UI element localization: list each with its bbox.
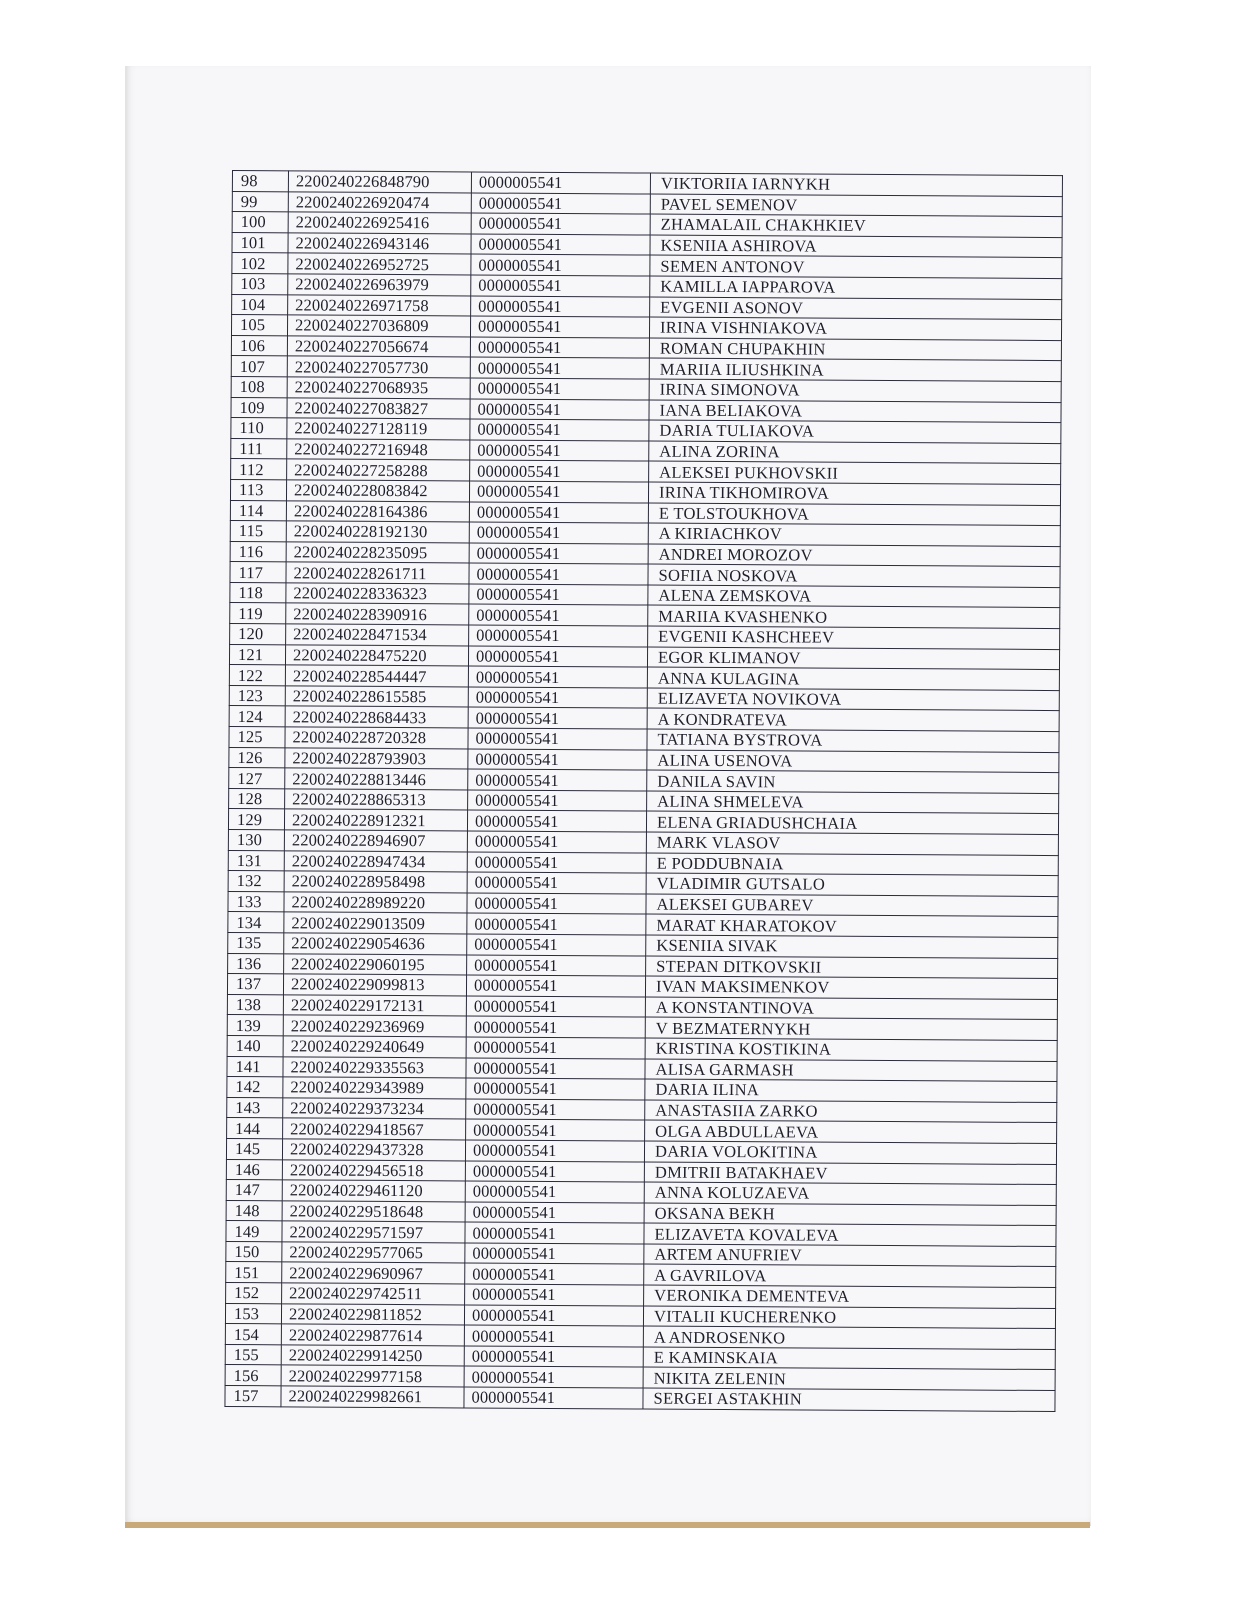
full-name-cell: ALINA ZORINA [649, 441, 1061, 464]
card-number-cell: 2200240229373234 [283, 1098, 466, 1120]
row-number-cell: 100 [232, 212, 288, 233]
card-number-cell: 2200240228865313 [285, 789, 468, 811]
full-name-cell: A KIRIACHKOV [648, 523, 1060, 546]
code-cell: 0000005541 [469, 543, 648, 565]
full-name-cell: A KONDRATEVA [647, 708, 1059, 731]
row-number-cell: 152 [226, 1283, 282, 1304]
row-number-cell: 125 [229, 727, 285, 748]
row-number-cell: 127 [229, 768, 285, 789]
full-name-cell: EGOR KLIMANOV [647, 647, 1059, 670]
full-name-cell: IRINA VISHNIAKOVA [649, 317, 1061, 340]
full-name-cell: A GAVRILOVA [644, 1265, 1056, 1288]
row-number-cell: 113 [230, 479, 286, 500]
code-cell: 0000005541 [470, 460, 649, 482]
row-number-cell: 142 [227, 1077, 283, 1098]
row-number-cell: 148 [226, 1200, 282, 1221]
code-cell: 0000005541 [465, 1160, 644, 1182]
full-name-cell: SOFIIA NOSKOVA [648, 564, 1060, 587]
row-number-cell: 136 [228, 953, 284, 974]
card-number-cell: 2200240228390916 [286, 603, 469, 625]
full-name-cell: IRINA SIMONOVA [649, 379, 1061, 402]
card-number-cell: 2200240227057730 [287, 356, 470, 378]
card-number-cell: 2200240226848790 [288, 171, 471, 193]
row-number-cell: 102 [232, 253, 288, 274]
row-number-cell: 138 [227, 994, 283, 1015]
code-cell: 0000005541 [471, 275, 650, 297]
row-number-cell: 105 [231, 315, 287, 336]
code-cell: 0000005541 [469, 563, 648, 585]
card-number-cell: 2200240228813446 [285, 768, 468, 790]
row-number-cell: 122 [229, 665, 285, 686]
card-number-cell: 2200240229977158 [281, 1365, 464, 1387]
code-cell: 0000005541 [469, 481, 648, 503]
code-cell: 0000005541 [467, 810, 646, 832]
code-cell: 0000005541 [468, 749, 647, 771]
full-name-cell: VIKTORIIA IARNYKH [650, 173, 1062, 196]
card-number-cell: 2200240229099813 [283, 974, 466, 996]
card-number-cell: 2200240228261711 [286, 562, 469, 584]
card-number-cell: 2200240227083827 [287, 397, 470, 419]
code-cell: 0000005541 [471, 296, 650, 318]
row-number-cell: 130 [228, 829, 284, 850]
code-cell: 0000005541 [471, 234, 650, 256]
card-number-cell: 2200240228947434 [284, 850, 467, 872]
full-name-cell: ALISA GARMASH [645, 1059, 1057, 1082]
code-cell: 0000005541 [470, 419, 649, 441]
card-number-cell: 2200240227068935 [287, 377, 470, 399]
card-number-cell: 2200240229437328 [282, 1139, 465, 1161]
row-number-cell: 155 [225, 1344, 281, 1365]
card-number-cell: 2200240228544447 [285, 665, 468, 687]
full-name-cell: E KAMINSKAIA [643, 1347, 1055, 1370]
card-number-cell: 2200240228336323 [286, 583, 469, 605]
full-name-cell: VLADIMIR GUTSALO [646, 873, 1058, 896]
full-name-cell: ALEKSEI GUBAREV [646, 894, 1058, 917]
card-number-cell: 2200240229240649 [283, 1036, 466, 1058]
full-name-cell: OKSANA BEKH [644, 1203, 1056, 1226]
full-name-cell: ANASTASIIA ZARKO [645, 1100, 1057, 1123]
full-name-cell: SERGEI ASTAKHIN [643, 1388, 1055, 1411]
card-number-cell: 2200240228958498 [284, 871, 467, 893]
full-name-cell: KAMILLA IAPPAROVA [650, 276, 1062, 299]
full-name-cell: ELIZAVETA KOVALEVA [644, 1223, 1056, 1246]
full-name-cell: MARIIA KVASHENKO [648, 606, 1060, 629]
card-number-cell: 2200240228164386 [286, 500, 469, 522]
code-cell: 0000005541 [464, 1325, 643, 1347]
row-number-cell: 133 [228, 891, 284, 912]
code-cell: 0000005541 [465, 1181, 644, 1203]
card-number-cell: 2200240226920474 [288, 191, 471, 213]
full-name-cell: DARIA TULIAKOVA [649, 420, 1061, 443]
card-number-cell: 2200240229577065 [282, 1242, 465, 1264]
full-name-cell: EVGENII ASONOV [650, 297, 1062, 320]
card-number-cell: 2200240226963979 [288, 274, 471, 296]
row-number-cell: 134 [228, 912, 284, 933]
full-name-cell: ANDREI MOROZOV [648, 544, 1060, 567]
table-row [225, 1386, 1055, 1412]
row-number-cell: 157 [225, 1386, 281, 1407]
row-number-cell: 124 [229, 706, 285, 727]
row-number-cell: 123 [229, 685, 285, 706]
card-number-cell: 2200240229013509 [284, 912, 467, 934]
row-number-cell: 126 [229, 747, 285, 768]
row-number-cell: 110 [231, 418, 287, 439]
code-cell: 0000005541 [465, 1202, 644, 1224]
code-cell: 0000005541 [464, 1305, 643, 1327]
full-name-cell: DANILA SAVIN [647, 770, 1059, 793]
card-number-cell: 2200240229982661 [281, 1386, 464, 1408]
full-name-cell: MARK VLASOV [646, 832, 1058, 855]
code-cell: 0000005541 [465, 1284, 644, 1306]
code-cell: 0000005541 [469, 584, 648, 606]
full-name-cell: EVGENII KASHCHEEV [648, 626, 1060, 649]
code-cell: 0000005541 [466, 1099, 645, 1121]
full-name-cell: ROMAN CHUPAKHIN [649, 338, 1061, 361]
code-cell: 0000005541 [470, 316, 649, 338]
full-name-cell: ELIZAVETA NOVIKOVA [647, 688, 1059, 711]
card-number-cell: 2200240229742511 [282, 1283, 465, 1305]
card-number-cell: 2200240229236969 [283, 1015, 466, 1037]
card-number-cell: 2200240228192130 [286, 521, 469, 543]
card-number-cell: 2200240227258288 [287, 459, 470, 481]
card-number-cell: 2200240227036809 [287, 315, 470, 337]
code-cell: 0000005541 [465, 1222, 644, 1244]
row-number-cell: 111 [231, 438, 287, 459]
code-cell: 0000005541 [468, 646, 647, 668]
row-number-cell: 145 [226, 1138, 282, 1159]
full-name-cell: KSENIIA SIVAK [646, 935, 1058, 958]
row-number-cell: 115 [230, 521, 286, 542]
full-name-cell: TATIANA BYSTROVA [647, 729, 1059, 752]
row-number-cell: 144 [227, 1118, 283, 1139]
code-cell: 0000005541 [464, 1346, 643, 1368]
code-cell: 0000005541 [469, 625, 648, 647]
card-number-cell: 2200240229054636 [284, 933, 467, 955]
card-number-cell: 2200240229418567 [283, 1118, 466, 1140]
full-name-cell: V BEZMATERNYKH [645, 1017, 1057, 1040]
code-cell: 0000005541 [467, 852, 646, 874]
card-number-cell: 2200240229690967 [282, 1262, 465, 1284]
card-number-cell: 2200240227128119 [287, 418, 470, 440]
code-cell: 0000005541 [468, 790, 647, 812]
code-cell: 0000005541 [467, 955, 646, 977]
full-name-cell: ALINA SHMELEVA [647, 791, 1059, 814]
row-number-cell: 129 [228, 809, 284, 830]
full-name-cell: KSENIIA ASHIROVA [650, 235, 1062, 258]
full-name-cell: STEPAN DITKOVSKII [646, 956, 1058, 979]
row-number-cell: 106 [231, 335, 287, 356]
row-number-cell: 147 [226, 1180, 282, 1201]
full-name-cell: DMITRII BATAKHAEV [644, 1162, 1056, 1185]
row-number-cell: 119 [230, 603, 286, 624]
full-name-cell: A ANDROSENKO [643, 1326, 1055, 1349]
row-number-cell: 131 [228, 850, 284, 871]
card-number-cell: 2200240226952725 [288, 253, 471, 275]
card-number-cell: 2200240229456518 [282, 1159, 465, 1181]
full-name-cell: VITALII KUCHERENKO [643, 1306, 1055, 1329]
card-number-cell: 2200240229914250 [281, 1345, 464, 1367]
card-number-cell: 2200240226925416 [288, 212, 471, 234]
row-number-cell: 98 [232, 171, 288, 192]
code-cell: 0000005541 [465, 1140, 644, 1162]
code-cell: 0000005541 [470, 378, 649, 400]
roster-body [225, 171, 1063, 1412]
card-number-cell: 2200240229343989 [283, 1077, 466, 1099]
card-number-cell: 2200240229811852 [281, 1303, 464, 1325]
row-number-cell: 117 [230, 562, 286, 583]
code-cell: 0000005541 [466, 975, 645, 997]
card-number-cell: 2200240229461120 [282, 1180, 465, 1202]
code-cell: 0000005541 [468, 666, 647, 688]
row-number-cell: 135 [228, 932, 284, 953]
code-cell: 0000005541 [465, 1263, 644, 1285]
row-number-cell: 150 [226, 1241, 282, 1262]
code-cell: 0000005541 [471, 213, 650, 235]
row-number-cell: 143 [227, 1097, 283, 1118]
row-number-cell: 139 [227, 1015, 283, 1036]
full-name-cell: DARIA VOLOKITINA [644, 1141, 1056, 1164]
card-number-cell: 2200240229060195 [284, 953, 467, 975]
card-number-cell: 2200240229877614 [281, 1324, 464, 1346]
code-cell: 0000005541 [471, 254, 650, 276]
full-name-cell: IANA BELIAKOVA [649, 400, 1061, 423]
card-number-cell: 2200240228989220 [284, 892, 467, 914]
row-number-cell: 156 [225, 1365, 281, 1386]
card-number-cell: 2200240228083842 [286, 480, 469, 502]
card-number-cell: 2200240229172131 [283, 995, 466, 1017]
row-number-cell: 132 [228, 871, 284, 892]
code-cell: 0000005541 [466, 1057, 645, 1079]
card-number-cell: 2200240228684433 [285, 706, 468, 728]
card-number-cell: 2200240227216948 [287, 439, 470, 461]
code-cell: 0000005541 [469, 522, 648, 544]
full-name-cell: ALINA USENOVA [647, 750, 1059, 773]
code-cell: 0000005541 [466, 1119, 645, 1141]
code-cell: 0000005541 [468, 707, 647, 729]
code-cell: 0000005541 [469, 501, 648, 523]
card-number-cell: 2200240226971758 [288, 294, 471, 316]
row-number-cell: 128 [229, 788, 285, 809]
full-name-cell: NIKITA ZELENIN [643, 1367, 1055, 1390]
code-cell: 0000005541 [465, 1243, 644, 1265]
code-cell: 0000005541 [467, 872, 646, 894]
code-cell: 0000005541 [470, 398, 649, 420]
full-name-cell: MARIIA ILIUSHKINA [649, 358, 1061, 381]
card-number-cell: 2200240228946907 [284, 830, 467, 852]
row-number-cell: 99 [232, 191, 288, 212]
row-number-cell: 149 [226, 1221, 282, 1242]
code-cell: 0000005541 [466, 996, 645, 1018]
full-name-cell: A KONSTANTINOVA [645, 997, 1057, 1020]
full-name-cell: IRINA TIKHOMIROVA [648, 482, 1060, 505]
code-cell: 0000005541 [464, 1387, 643, 1409]
row-number-cell: 140 [227, 1035, 283, 1056]
row-number-cell: 121 [229, 644, 285, 665]
code-cell: 0000005541 [468, 728, 647, 750]
code-cell: 0000005541 [464, 1366, 643, 1388]
full-name-cell: E PODDUBNAIA [646, 853, 1058, 876]
code-cell: 0000005541 [466, 1016, 645, 1038]
paper-bottom-edge [125, 1522, 1090, 1528]
card-number-cell: 2200240228615585 [285, 686, 468, 708]
full-name-cell: SEMEN ANTONOV [650, 255, 1062, 278]
full-name-cell: ELENA GRIADUSHCHAIA [646, 811, 1058, 834]
row-number-cell: 103 [232, 273, 288, 294]
row-number-cell: 137 [227, 974, 283, 995]
row-number-cell: 114 [230, 500, 286, 521]
code-cell: 0000005541 [466, 1037, 645, 1059]
code-cell: 0000005541 [471, 193, 650, 215]
full-name-cell: VERONIKA DEMENTEVA [644, 1285, 1056, 1308]
full-name-cell: E TOLSTOUKHOVA [648, 503, 1060, 526]
code-cell: 0000005541 [471, 172, 650, 194]
row-number-cell: 112 [231, 459, 287, 480]
card-number-cell: 2200240226943146 [288, 233, 471, 255]
full-name-cell: MARAT KHARATOKOV [646, 914, 1058, 937]
code-cell: 0000005541 [467, 893, 646, 915]
row-number-cell: 101 [232, 232, 288, 253]
card-number-cell: 2200240227056674 [287, 336, 470, 358]
card-number-cell: 2200240228475220 [285, 644, 468, 666]
roster-table [224, 170, 1063, 1412]
code-cell: 0000005541 [468, 769, 647, 791]
full-name-cell: DARIA ILINA [645, 1079, 1057, 1102]
card-number-cell: 2200240229518648 [282, 1201, 465, 1223]
full-name-cell: OLGA ABDULLAEVA [645, 1120, 1057, 1143]
row-number-cell: 146 [226, 1159, 282, 1180]
row-number-cell: 116 [230, 541, 286, 562]
card-number-cell: 2200240228720328 [285, 727, 468, 749]
row-number-cell: 104 [232, 294, 288, 315]
row-number-cell: 141 [227, 1056, 283, 1077]
code-cell: 0000005541 [470, 337, 649, 359]
row-number-cell: 108 [231, 376, 287, 397]
full-name-cell: ARTEM ANUFRIEV [644, 1244, 1056, 1267]
card-number-cell: 2200240228235095 [286, 542, 469, 564]
full-name-cell: ANNA KULAGINA [647, 667, 1059, 690]
full-name-cell: KRISTINA KOSTIKINA [645, 1038, 1057, 1061]
row-number-cell: 151 [226, 1262, 282, 1283]
row-number-cell: 120 [230, 624, 286, 645]
card-number-cell: 2200240228912321 [284, 809, 467, 831]
code-cell: 0000005541 [466, 1078, 645, 1100]
code-cell: 0000005541 [468, 687, 647, 709]
code-cell: 0000005541 [469, 604, 648, 626]
row-number-cell: 118 [230, 582, 286, 603]
code-cell: 0000005541 [467, 913, 646, 935]
card-number-cell: 2200240228471534 [286, 624, 469, 646]
code-cell: 0000005541 [470, 357, 649, 379]
full-name-cell: ZHAMALAIL CHAKHKIEV [650, 214, 1062, 237]
full-name-cell: ALENA ZEMSKOVA [648, 585, 1060, 608]
card-number-cell: 2200240229335563 [283, 1056, 466, 1078]
row-number-cell: 109 [231, 397, 287, 418]
full-name-cell: ALEKSEI PUKHOVSKII [649, 461, 1061, 484]
row-number-cell: 153 [225, 1303, 281, 1324]
full-name-cell: ANNA KOLUZAEVA [644, 1182, 1056, 1205]
row-number-cell: 154 [225, 1324, 281, 1345]
card-number-cell: 2200240228793903 [285, 747, 468, 769]
code-cell: 0000005541 [467, 831, 646, 853]
full-name-cell: IVAN MAKSIMENKOV [645, 976, 1057, 999]
full-name-cell: PAVEL SEMENOV [650, 194, 1062, 217]
code-cell: 0000005541 [470, 440, 649, 462]
row-number-cell: 107 [231, 356, 287, 377]
card-number-cell: 2200240229571597 [282, 1221, 465, 1243]
code-cell: 0000005541 [467, 934, 646, 956]
